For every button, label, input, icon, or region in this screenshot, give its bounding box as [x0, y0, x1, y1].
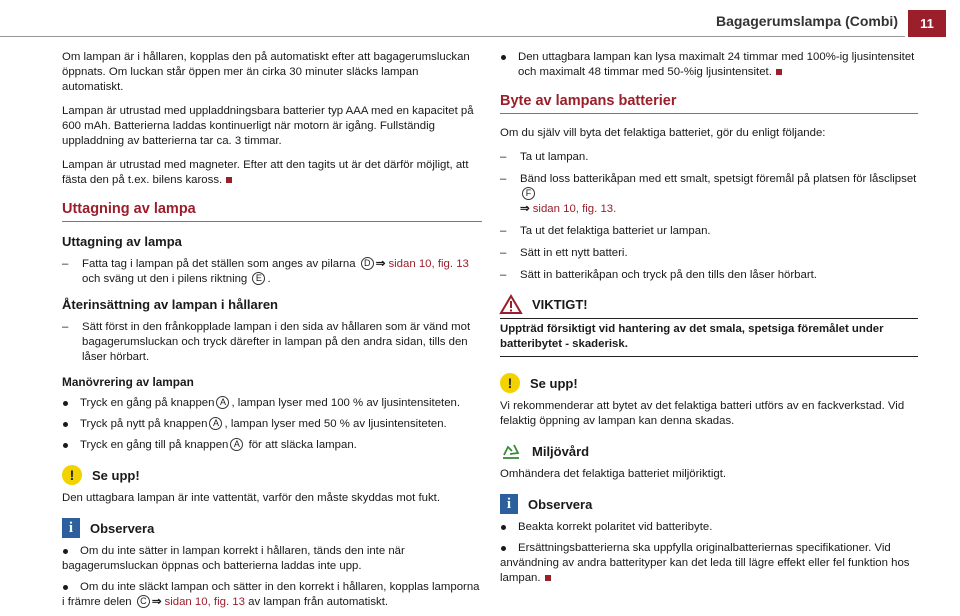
duration-bullet: [500, 50, 918, 80]
note-label: Observera: [528, 496, 593, 512]
battery-step-1: – Ta ut lampan.: [500, 150, 918, 165]
reinsertion-step: – Sätt först in den frånkopplade lampan i den sida av hållaren som är vänd mot bagagerumsluckan och tryck därefter in lampan på den andra sidan, tills den låser hörbart.: [62, 320, 482, 365]
marker-c-icon: C: [137, 595, 150, 608]
caution-header: [500, 373, 918, 393]
warning-text: Uppträd försiktigt vid hantering av det smala, spetsiga föremålet under batteribytet - skaderisk.: [500, 323, 884, 350]
warning-label: VIKTIGT!: [532, 297, 588, 312]
battery-intro: Om du själv vill byta det felaktiga batteriet, gör du enligt följande:: [500, 127, 826, 139]
warning-triangle-icon: [500, 295, 522, 314]
note-header: [62, 518, 482, 538]
end-marker-icon: [776, 69, 782, 75]
figure-reference-link[interactable]: sidan 10, fig. 13: [388, 258, 469, 270]
battery-step-5: – Sätt in batterikåpan och tryck på den tills den låser hörbart.: [500, 268, 918, 283]
operation-item-1-text: Tryck en gång på knappen: [80, 397, 215, 409]
recycle-icon: [500, 441, 522, 461]
marker-a-icon: A: [230, 438, 243, 451]
operation-item-2-result: , lampan lyser med 50 % av ljusintensiteten.: [224, 418, 447, 430]
info-icon: i: [62, 518, 80, 538]
removal-step-text-b: och sväng ut den i pilens riktning: [82, 273, 248, 285]
operation-item-2-text: Tryck på nytt på knappen: [80, 418, 208, 430]
operation-item-3-text: Tryck en gång till på knappen: [80, 439, 229, 451]
section-title-battery: Byte av lampans batterier: [500, 94, 918, 114]
note-label: Observera: [90, 520, 155, 536]
caution-text: Vi rekommenderar att bytet av det felaktiga batteri utförs av en fackverkstad. Vid felaktig öppning av lampan kan denna skadas.: [500, 400, 905, 427]
header-rule: [0, 36, 905, 37]
environment-header: [500, 441, 918, 461]
note-item-2-tail: av lampan från automatiskt.: [248, 596, 389, 608]
operation-item-1: [62, 396, 482, 411]
caution-label: Se upp!: [92, 467, 140, 483]
subheading-operation: Manövrering av lampan: [62, 375, 194, 389]
arrow-right-icon: ⇒: [520, 203, 530, 215]
arrow-right-icon: ⇒: [375, 258, 386, 270]
battery-step-4: – Sätt in ett nytt batteri.: [500, 246, 918, 261]
page-header: [0, 10, 960, 38]
warning-header: [500, 295, 918, 319]
removal-step-text-a: Fatta tag i lampan på det ställen som anges av pilarna: [82, 258, 356, 270]
note-header: [500, 494, 918, 514]
marker-f-icon: F: [522, 187, 535, 200]
operation-item-1-result: , lampan lyser med 100 % av ljusintensiteten.: [231, 397, 461, 409]
note-item-2-text: Ersättningsbatterierna ska uppfylla originalbatteriernas specifikationer. Vid användning av andra batterityper kan det leda till lägre effekt eller fel funktion hos lampan.: [500, 542, 910, 584]
caution-text: Den uttagbara lampan är inte vattentät, varför den måste skyddas mot fukt.: [62, 492, 440, 504]
subheading-removal: Uttagning av lampa: [62, 234, 182, 249]
caution-header: [62, 465, 482, 485]
battery-step-2-text: Bänd loss batterikåpan med ett smalt, spetsigt föremål på platsen för låsclipset: [520, 173, 917, 185]
operation-item-3: [62, 438, 482, 453]
caution-icon: !: [62, 465, 82, 485]
note-item-2: [500, 541, 918, 586]
note-item-1: Beakta korrekt polaritet vid batteribyte.: [500, 520, 918, 535]
end-marker-icon: [545, 575, 551, 581]
intro-paragraph-3: [62, 158, 482, 188]
note-item-2: [62, 580, 482, 610]
warning-box: [500, 295, 918, 357]
figure-reference-link[interactable]: sidan 10, fig. 13.: [532, 203, 617, 215]
marker-e-icon: E: [252, 272, 265, 285]
page-number: 11: [908, 10, 946, 37]
caution-label: Se upp!: [530, 375, 578, 391]
marker-d-icon: D: [361, 257, 374, 270]
intro-paragraph-3-text: Lampan är utrustad med magneter. Efter att den tagits ut är det därför möjligt, att fästa den på t.ex. bilens kaross.: [62, 159, 469, 186]
note-item-2-text: Om du inte släckt lampan och sätter in den korrekt i hållaren, kopplas lamporna i främre delen: [62, 581, 480, 608]
note-item-1: Om du inte sätter in lampan korrekt i hållaren, tänds den inte när bagagerumsluckan öppnas och batterierna laddas inte upp.: [62, 544, 482, 574]
marker-a-icon: A: [209, 417, 222, 430]
info-icon: i: [500, 494, 518, 514]
environment-label: Miljövård: [532, 443, 590, 459]
intro-paragraph-2: Lampan är utrustad med uppladdningsbara batterier typ AAA med en kapacitet på 600 mAh. Batterierna laddas kontinuerligt när motorn är igång. Fullständig uppladdning av batterierna tar ca. 3 timmar.: [62, 105, 474, 147]
left-column: [62, 50, 482, 616]
end-marker-icon: [226, 177, 232, 183]
environment-text: Omhändera det felaktiga batteriet miljöriktigt.: [500, 468, 727, 480]
operation-item-2: [62, 417, 482, 432]
battery-step-3: – Ta ut det felaktiga batteriet ur lampan.: [500, 224, 918, 239]
battery-step-2: [500, 172, 918, 217]
right-column: [500, 50, 918, 592]
intro-paragraph-1: Om lampan är i hållaren, kopplas den på automatiskt efter att bagagerumsluckan öppnats. Om luckan står öppen mer än cirka 30 minuter släcks lampan automatiskt.: [62, 51, 470, 93]
subheading-reinsertion: Återinsättning av lampan i hållaren: [62, 297, 278, 312]
removal-step: – Fatta tag i lampan på det ställen som anges av pilarna D ⇒ sidan 10, fig. 13 och sväng ut den i pilens riktning E .: [62, 257, 482, 287]
header-title: Bagagerumslampa (Combi): [715, 13, 898, 29]
duration-text: Den uttagbara lampan kan lysa maximalt 24 timmar med 100%-ig ljusintensitet och maximalt 48 timmar med 50-%ig ljusintensitet.: [518, 51, 915, 78]
arrow-right-icon: ⇒: [151, 596, 162, 608]
section-title-removal: Uttagning av lampa: [62, 202, 482, 222]
operation-item-3-result: för att släcka lampan.: [248, 439, 357, 451]
figure-reference-link[interactable]: sidan 10, fig. 13: [164, 596, 245, 608]
marker-a-icon: A: [216, 396, 229, 409]
caution-icon: !: [500, 373, 520, 393]
